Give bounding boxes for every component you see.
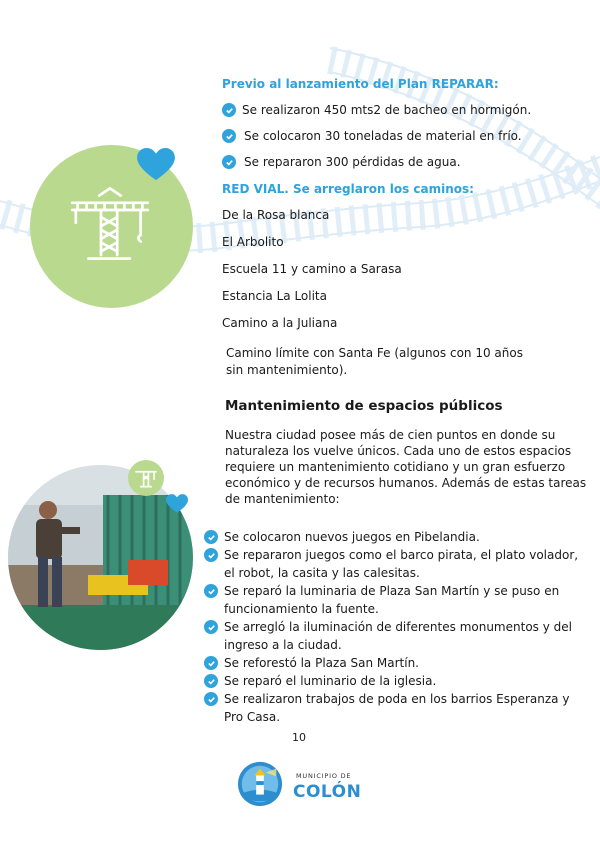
list-item: Se repararon 300 pérdidas de agua. xyxy=(222,155,461,169)
list-item: Se colocaron 30 toneladas de material en frío. xyxy=(222,129,522,143)
page-number: 10 xyxy=(292,731,306,744)
road-item-line: sin mantenimiento). xyxy=(226,363,348,377)
lighthouse-logo-icon xyxy=(236,760,284,808)
maintenance-list xyxy=(204,528,594,726)
crane-icon xyxy=(65,183,155,273)
worker-photo xyxy=(8,465,193,650)
list-item: Se arregló la iluminación de diferentes monumentos y del ingreso a la ciudad. xyxy=(204,618,594,654)
check-icon xyxy=(222,103,236,117)
section-paragraph: Nuestra ciudad posee más de cien puntos en donde su naturaleza los vuelve únicos. Cada uno de estos espacios requiere un mantenimiento cotidiano y un gran esfuerzo económico y de recursos humanos. Además de estas tareas de mantenimiento: xyxy=(225,428,587,506)
list-item: Se repararon juegos como el barco pirata, el plato volador, el robot, la casita y las calesitas. xyxy=(204,546,594,582)
check-icon xyxy=(204,548,218,562)
heart-icon-small xyxy=(166,494,188,514)
logo-subtitle: MUNICIPIO DE xyxy=(296,772,352,780)
road-item: De la Rosa blanca xyxy=(222,208,330,222)
check-icon xyxy=(204,620,218,634)
section-heading-red-vial: RED VIAL. Se arreglaron los caminos: xyxy=(222,182,474,196)
list-item: Se colocaron nuevos juegos en Pibelandia. xyxy=(204,528,594,546)
road-item-line: Camino límite con Santa Fe (algunos con 10 años xyxy=(226,346,523,360)
check-icon xyxy=(222,155,236,169)
check-icon xyxy=(204,674,218,688)
list-item: Se reparó la luminaria de Plaza San Martín y se puso en funcionamiento la fuente. xyxy=(204,582,594,618)
check-icon xyxy=(204,692,218,706)
crane-icon-small xyxy=(134,466,158,490)
check-icon xyxy=(222,129,236,143)
road-item: Camino a la Juliana xyxy=(222,316,338,330)
list-item: Se reforestó la Plaza San Martín. xyxy=(204,654,594,672)
list-item: Se reparó el luminario de la iglesia. xyxy=(204,672,594,690)
heart-icon xyxy=(137,148,175,182)
list-item: Se realizaron trabajos de poda en los barrios Esperanza y Pro Casa. xyxy=(204,690,594,726)
crane-badge-small xyxy=(128,460,164,496)
section-title-mantenimiento: Mantenimiento de espacios públicos xyxy=(225,398,503,414)
check-icon xyxy=(204,656,218,670)
road-item: Estancia La Lolita xyxy=(222,289,327,303)
check-icon xyxy=(204,584,218,598)
list-item: Se realizaron 450 mts2 de bacheo en hormigón. xyxy=(222,103,531,117)
road-item: El Arbolito xyxy=(222,235,284,249)
logo-title: COLÓN xyxy=(293,782,362,802)
road-item: Escuela 11 y camino a Sarasa xyxy=(222,262,402,276)
check-icon xyxy=(204,530,218,544)
section-heading-previo: Previo al lanzamiento del Plan REPARAR: xyxy=(222,77,499,91)
municipio-logo xyxy=(236,760,376,810)
